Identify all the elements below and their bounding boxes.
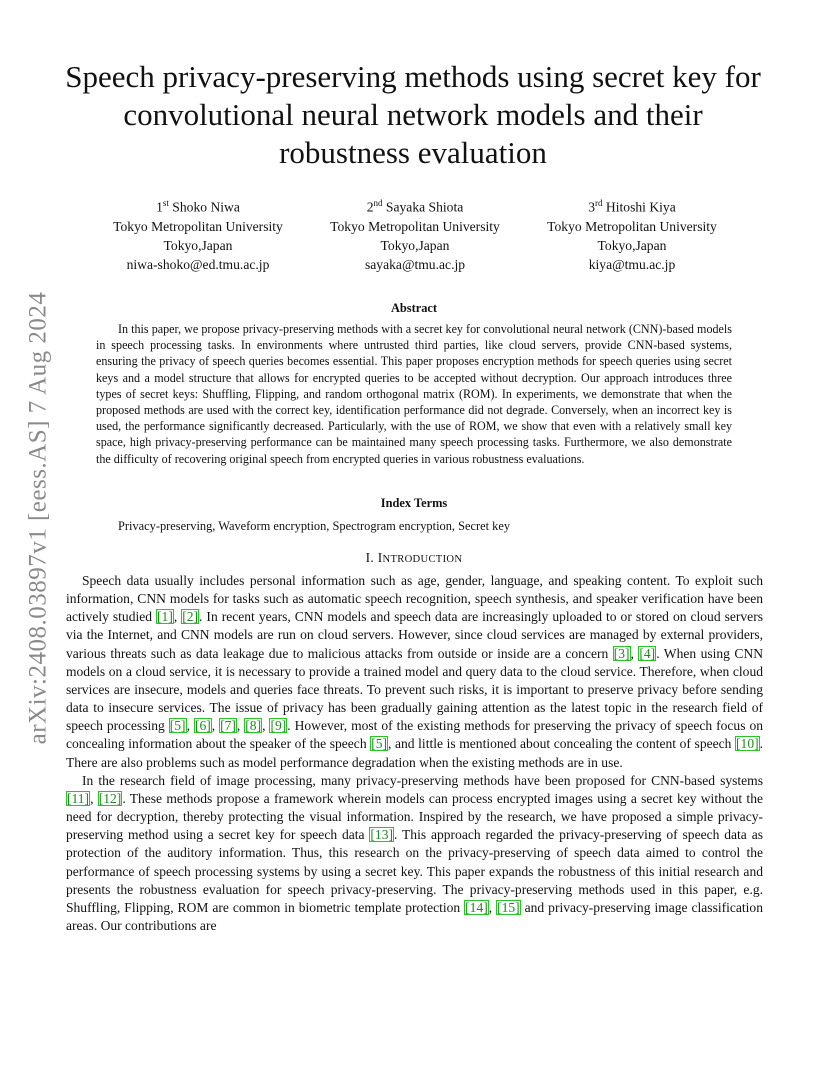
paragraph-text: , — [488, 899, 497, 915]
paragraph-text: , — [211, 718, 220, 734]
citation-link[interactable]: [4] — [639, 645, 656, 661]
author-affiliation: Tokyo Metropolitan University — [330, 218, 500, 234]
arxiv-identifier-stamp — [18, 268, 58, 768]
paragraph-text: . This approach regarded the privacy-preserving of speech data as protection of the auditory information. Thus, this research on the privacy-preserving of speech data aimed to control the performance of speech processing systems by using a secret key. This paper expands the robustness of this initial research and presents the robustness evaluation for speech privacy-preserving. The privacy-preserving methods used in this paper, e.g. Shuffling, Flipping, ROM are common in biometric template protection — [66, 827, 763, 915]
paragraph-text: , and little is mentioned about concealing the content of speech — [388, 736, 736, 752]
paragraph-text: , — [262, 718, 270, 734]
paragraph-text: In the research field of image processing, many privacy-preserving methods have been proposed for CNN-based systems — [82, 772, 763, 788]
author-block — [90, 194, 740, 274]
paragraph-text: , — [90, 790, 98, 806]
author-name: 1st Shoko Niwa — [156, 198, 240, 215]
author-affiliation: Tokyo Metropolitan University — [547, 218, 717, 234]
index-terms-heading: Index Terms — [380, 496, 448, 510]
citation-link[interactable]: [8] — [245, 718, 262, 734]
paragraph-text: . These methods propose a framework wherein models can process encrypted images using a secret key without the need for decryption, thereby protecting the visual information. Inspired by the research, we have proposed a simple privacy-preserving method using a secret key for speech data — [66, 790, 763, 843]
citation-link[interactable]: [14] — [465, 899, 488, 915]
paragraph-text: . However, most of the existing methods for preserving the privacy of speech focus on concealing information about the speaker of the speech — [66, 718, 763, 752]
citation-link[interactable]: [9] — [270, 718, 287, 734]
citation-link[interactable]: [11] — [67, 790, 90, 806]
paragraph-text: . There are also problems such as model performance degradation when the existing methods are in use. — [66, 736, 763, 770]
citation-link[interactable]: [1] — [157, 609, 173, 625]
intro-paragraph-1 — [66, 572, 763, 772]
citation-link[interactable]: [15] — [497, 899, 520, 915]
introduction-body — [66, 572, 763, 935]
citation-link[interactable]: [10] — [736, 736, 759, 752]
author-email[interactable]: kiya@tmu.ac.jp — [588, 256, 676, 272]
intro-paragraph-2 — [66, 772, 763, 935]
paper-title: Speech privacy-preserving methods using secret key for convolutional neural network models and their robustness evaluation — [65, 59, 761, 170]
citation-link[interactable]: [3] — [613, 645, 630, 661]
paragraph-text: , — [630, 645, 639, 661]
author-1 — [90, 194, 306, 274]
arxiv-stamp-text: arXiv:2408.03897v1 [eess.AS] 7 Aug 2024 — [24, 291, 51, 745]
author-location: Tokyo,Japan — [597, 237, 667, 253]
paragraph-text: . When using CNN models on a cloud service, it is necessary to provide a trained model and query data to the cloud service. Therefore, when cloud services are insecure, models and queries face threats. To prevent such risks, it is important to preserve privacy before sending data to insecure services. The issue of privacy has been gradually gaining attention as the latest topic in the research field of speech processing — [66, 645, 764, 734]
paragraph-text: , — [236, 718, 245, 734]
paragraph-text: , — [173, 609, 182, 625]
section-heading-introduction: I. INTRODUCTION — [365, 550, 463, 565]
author-name: 3rd Hitoshi Kiya — [588, 198, 676, 215]
paragraph-text: . In recent years, CNN models and speech data are increasingly uploaded to or stored on cloud servers via the Internet, and CNN models are run on cloud servers. However, since cloud services are managed by external providers, various threats such as data leakage due to malicious attacks from outside or inside are a concern — [66, 609, 763, 661]
author-location: Tokyo,Japan — [163, 237, 233, 253]
citation-link[interactable]: [2] — [182, 609, 199, 625]
author-2 — [307, 194, 523, 274]
abstract-text: In this paper, we propose privacy-preserving methods with a secret key for convolutional neural network (CNN)-based models in speech processing tasks. In environments where untrusted third parties, like cloud servers, provide CNN-based systems, ensuring the privacy of speech queries becomes essential. This paper proposes encryption methods for speech queries using secret keys and a model structure that allows for encrypted queries to be accepted without decryption. Our approach introduces three types of secret keys: Shuffling, Flipping, and random orthogonal matrix (ROM). In experiments, we demonstrate that when the proposed methods are used with the correct key, identification performance did not degrade. Conversely, when an incorrect key is used, the performance significantly decreased. Particularly, with the use of ROM, we show that even with a relatively small key space, high privacy-preserving performance can be maintained many speech processing tasks. Furthermore, we also demonstrate the difficulty of recovering original speech from encrypted queries in various robustness evaluations. — [96, 322, 732, 466]
author-location: Tokyo,Japan — [380, 237, 450, 253]
index-terms-text: Privacy-preserving, Waveform encryption, Spectrogram encryption, Secret key — [118, 519, 511, 533]
citation-link[interactable]: [5] — [169, 718, 186, 734]
citation-link[interactable]: [7] — [220, 718, 236, 734]
paragraph-text: , — [186, 718, 194, 734]
author-3 — [524, 194, 740, 274]
author-email[interactable]: sayaka@tmu.ac.jp — [364, 256, 466, 272]
citation-link[interactable]: [12] — [98, 790, 122, 806]
author-email[interactable]: niwa-shoko@ed.tmu.ac.jp — [126, 256, 270, 272]
author-name: 2nd Sayaka Shiota — [366, 198, 464, 215]
citation-link[interactable]: [13] — [370, 827, 393, 843]
paragraph-text: and privacy-preserving image classification areas. Our contributions are — [66, 899, 763, 933]
author-affiliation: Tokyo Metropolitan University — [113, 218, 283, 234]
abstract-heading: Abstract — [390, 301, 438, 315]
paragraph-text: Speech data usually includes personal information such as age, gender, language, and speaking content. To exploit such information, CNN models for tasks such as automatic speech recognition, speech synthesis, and speaker verification have been actively studied — [66, 573, 763, 625]
citation-link[interactable]: [5] — [371, 736, 387, 752]
citation-link[interactable]: [6] — [194, 718, 211, 734]
